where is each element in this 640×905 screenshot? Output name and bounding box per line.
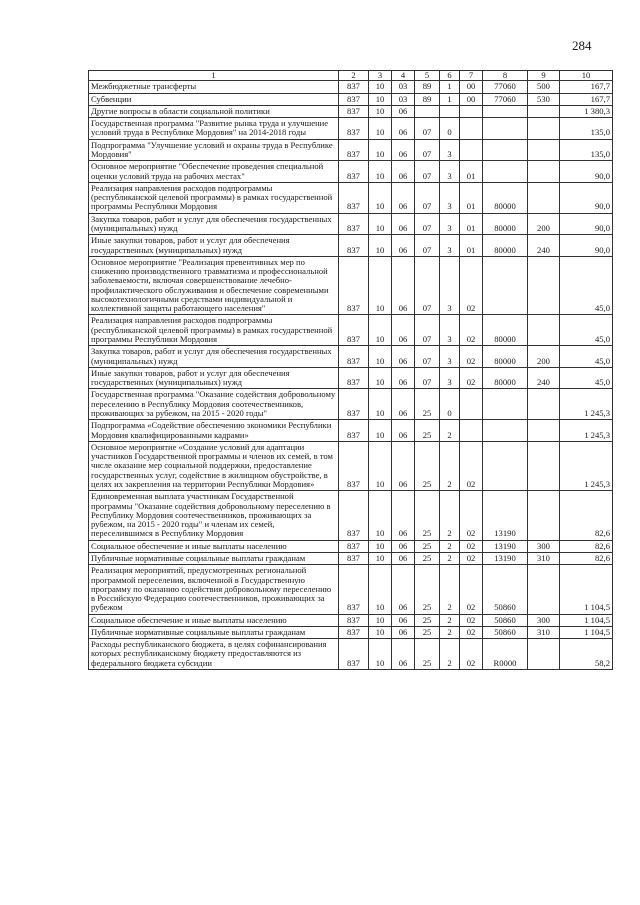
budget-table-body	[89, 81, 613, 670]
code-cell	[483, 389, 528, 420]
code-cell: 200	[528, 213, 560, 235]
code-cell: 89	[415, 81, 440, 93]
code-cell: 1	[440, 81, 460, 93]
code-cell: 1	[440, 93, 460, 105]
code-cell: 10	[369, 441, 392, 490]
table-row	[89, 491, 613, 540]
row-name-cell: Иные закупки товаров, работ и услуг для обеспечения государственных (муниципальных) нужд	[89, 235, 339, 257]
code-cell: 310	[528, 552, 560, 564]
code-cell: 50860	[483, 565, 528, 614]
code-cell: 837	[339, 639, 369, 670]
table-row	[89, 256, 613, 315]
code-cell: 06	[392, 235, 415, 257]
code-cell: 01	[460, 235, 483, 257]
code-cell: 06	[392, 105, 415, 117]
table-row	[89, 367, 613, 389]
row-name-cell: Закупка товаров, работ и услуг для обеспечения государственных (муниципальных) нужд	[89, 346, 339, 368]
code-cell: 06	[392, 367, 415, 389]
code-cell: 837	[339, 315, 369, 346]
code-cell: 77060	[483, 81, 528, 93]
row-name-cell: Основное мероприятие "Обеспечение проведения специальной оценки условий труда на рабочих местах"	[89, 161, 339, 183]
code-cell: 25	[415, 389, 440, 420]
code-cell: 25	[415, 420, 440, 442]
code-cell: 06	[392, 552, 415, 564]
table-row	[89, 161, 613, 183]
code-cell: 80000	[483, 346, 528, 368]
row-name-cell: Иные закупки товаров, работ и услуг для обеспечения государственных (муниципальных) нужд	[89, 367, 339, 389]
column-header: 2	[339, 71, 369, 81]
code-cell	[460, 389, 483, 420]
code-cell: 10	[369, 552, 392, 564]
row-name-cell: Социальное обеспечение и иные выплаты населению	[89, 540, 339, 552]
row-name-cell: Субвенции	[89, 93, 339, 105]
code-cell: 06	[392, 389, 415, 420]
table-row	[89, 614, 613, 626]
code-cell: 06	[392, 161, 415, 183]
row-name-cell: Публичные нормативные социальные выплаты гражданам	[89, 552, 339, 564]
code-cell	[528, 256, 560, 315]
row-name-cell: Государственная программа "Оказание содействия добровольному переселению в Республику Мордовия соотечественников, проживающих за рубежом, на 2015 - 2020 годы"	[89, 389, 339, 420]
table-header-row	[89, 71, 613, 81]
code-cell: 25	[415, 565, 440, 614]
code-cell: 2	[440, 441, 460, 490]
code-cell: 3	[440, 235, 460, 257]
code-cell	[528, 315, 560, 346]
code-cell: 02	[460, 639, 483, 670]
table-row	[89, 118, 613, 140]
code-cell: 01	[460, 213, 483, 235]
code-cell: 06	[392, 441, 415, 490]
table-row	[89, 389, 613, 420]
code-cell: 13190	[483, 540, 528, 552]
page-number: 284	[572, 38, 592, 53]
code-cell: 837	[339, 139, 369, 161]
code-cell: 837	[339, 161, 369, 183]
code-cell: 02	[460, 346, 483, 368]
amount-cell: 90,0	[560, 213, 613, 235]
code-cell	[483, 256, 528, 315]
code-cell: 80000	[483, 235, 528, 257]
code-cell: 240	[528, 235, 560, 257]
code-cell	[483, 139, 528, 161]
code-cell: 06	[392, 626, 415, 638]
amount-cell: 58,2	[560, 639, 613, 670]
code-cell: 13190	[483, 552, 528, 564]
code-cell: 02	[460, 441, 483, 490]
code-cell: 02	[460, 367, 483, 389]
code-cell: 10	[369, 491, 392, 540]
column-header: 1	[89, 71, 339, 81]
code-cell: 310	[528, 626, 560, 638]
code-cell: 10	[369, 139, 392, 161]
code-cell: 837	[339, 256, 369, 315]
code-cell: 10	[369, 93, 392, 105]
row-name-cell: Единовременная выплата участникам Государственной программы "Оказание содействия добровольному переселению в Республику Мордовия соотечественников, проживающих за рубежом, на 2015 - 2020 годы" и членам их семей, переселившимся в Республику Мордовия	[89, 491, 339, 540]
code-cell	[460, 139, 483, 161]
code-cell: 10	[369, 367, 392, 389]
code-cell: 10	[369, 213, 392, 235]
code-cell: 3	[440, 161, 460, 183]
amount-cell: 135,0	[560, 139, 613, 161]
amount-cell: 90,0	[560, 161, 613, 183]
code-cell: 3	[440, 213, 460, 235]
amount-cell: 1 245,3	[560, 441, 613, 490]
code-cell	[415, 105, 440, 117]
table-row	[89, 565, 613, 614]
table-row	[89, 81, 613, 93]
code-cell	[528, 389, 560, 420]
code-cell: 10	[369, 565, 392, 614]
code-cell: 2	[440, 552, 460, 564]
code-cell: 03	[392, 93, 415, 105]
code-cell: 07	[415, 182, 440, 213]
code-cell: 3	[440, 139, 460, 161]
code-cell: 10	[369, 81, 392, 93]
row-name-cell: Публичные нормативные социальные выплаты гражданам	[89, 626, 339, 638]
code-cell: 837	[339, 235, 369, 257]
table-row	[89, 420, 613, 442]
row-name-cell: Социальное обеспечение и иные выплаты населению	[89, 614, 339, 626]
row-name-cell: Другие вопросы в области социальной политики	[89, 105, 339, 117]
code-cell: 837	[339, 182, 369, 213]
code-cell: 06	[392, 256, 415, 315]
code-cell: 2	[440, 565, 460, 614]
code-cell	[460, 420, 483, 442]
amount-cell: 1 104,5	[560, 626, 613, 638]
code-cell: 06	[392, 540, 415, 552]
code-cell	[528, 639, 560, 670]
code-cell: 500	[528, 81, 560, 93]
row-name-cell: Реализация направления расходов подпрограммы (республиканской целевой программы) в рамках государственной программы Республики Мордовия	[89, 182, 339, 213]
code-cell	[528, 182, 560, 213]
code-cell: 25	[415, 491, 440, 540]
table-row	[89, 626, 613, 638]
code-cell: 300	[528, 540, 560, 552]
table-row	[89, 105, 613, 117]
column-header: 5	[415, 71, 440, 81]
row-name-cell: Реализация направления расходов подпрограммы (республиканской целевой программы) в рамках государственной программы Республики Мордовия	[89, 315, 339, 346]
code-cell: 10	[369, 161, 392, 183]
row-name-cell: Расходы республиканского бюджета, в целях софинансирования которых республиканскому бюджету предоставляются из федерального бюджета субсидии	[89, 639, 339, 670]
code-cell: 01	[460, 161, 483, 183]
amount-cell: 45,0	[560, 346, 613, 368]
code-cell	[483, 420, 528, 442]
amount-cell: 82,6	[560, 552, 613, 564]
code-cell: 0	[440, 118, 460, 140]
amount-cell: 167,7	[560, 93, 613, 105]
code-cell: 837	[339, 626, 369, 638]
amount-cell: 1 104,5	[560, 565, 613, 614]
code-cell	[528, 420, 560, 442]
code-cell: 837	[339, 389, 369, 420]
code-cell	[528, 565, 560, 614]
column-header: 10	[560, 71, 613, 81]
row-name-cell: Подпрограмма «Содействие обеспечению экономики Республики Мордовия квалифицированными кадрами»	[89, 420, 339, 442]
code-cell: 02	[460, 626, 483, 638]
code-cell: 3	[440, 367, 460, 389]
code-cell: 25	[415, 552, 440, 564]
code-cell: 10	[369, 540, 392, 552]
code-cell	[528, 105, 560, 117]
code-cell: 10	[369, 105, 392, 117]
column-header: 7	[460, 71, 483, 81]
code-cell: 06	[392, 118, 415, 140]
code-cell: 837	[339, 367, 369, 389]
code-cell: 10	[369, 389, 392, 420]
code-cell: 07	[415, 315, 440, 346]
code-cell: 03	[392, 81, 415, 93]
amount-cell: 167,7	[560, 81, 613, 93]
table-row	[89, 540, 613, 552]
code-cell: 3	[440, 315, 460, 346]
code-cell: 07	[415, 139, 440, 161]
code-cell: 02	[460, 614, 483, 626]
code-cell: 2	[440, 420, 460, 442]
row-name-cell: Межбюджетные трансферты	[89, 81, 339, 93]
code-cell: 25	[415, 639, 440, 670]
amount-cell: 90,0	[560, 182, 613, 213]
code-cell: 07	[415, 213, 440, 235]
code-cell: 837	[339, 346, 369, 368]
code-cell: 837	[339, 565, 369, 614]
table-row	[89, 552, 613, 564]
code-cell: 02	[460, 540, 483, 552]
code-cell: 00	[460, 81, 483, 93]
table-row	[89, 93, 613, 105]
code-cell	[483, 441, 528, 490]
amount-cell: 45,0	[560, 315, 613, 346]
amount-cell: 45,0	[560, 256, 613, 315]
code-cell: 07	[415, 346, 440, 368]
table-row	[89, 213, 613, 235]
amount-cell: 1 104,5	[560, 614, 613, 626]
code-cell: 837	[339, 105, 369, 117]
code-cell: 07	[415, 118, 440, 140]
code-cell: 50860	[483, 614, 528, 626]
code-cell: 2	[440, 626, 460, 638]
code-cell: 10	[369, 315, 392, 346]
code-cell	[483, 105, 528, 117]
code-cell: 10	[369, 626, 392, 638]
code-cell: 2	[440, 614, 460, 626]
code-cell: 10	[369, 420, 392, 442]
code-cell	[528, 161, 560, 183]
code-cell: 10	[369, 182, 392, 213]
code-cell: 10	[369, 235, 392, 257]
column-header: 6	[440, 71, 460, 81]
amount-cell: 82,6	[560, 540, 613, 552]
code-cell: 0	[440, 389, 460, 420]
table-row	[89, 441, 613, 490]
code-cell: 06	[392, 420, 415, 442]
code-cell: 837	[339, 540, 369, 552]
budget-table	[88, 70, 613, 670]
code-cell: 25	[415, 540, 440, 552]
row-name-cell: Основное мероприятие «Создание условий для адаптации участников Государственной программы и членов их семей, в том числе оказание мер социальной поддержки, предоставление государственных услуг, содействие в жилищном обустройстве, в целях их закрепления на территории Республики Мордовия»	[89, 441, 339, 490]
code-cell: 89	[415, 93, 440, 105]
code-cell: 10	[369, 614, 392, 626]
amount-cell: 90,0	[560, 235, 613, 257]
code-cell: 80000	[483, 182, 528, 213]
code-cell: 06	[392, 614, 415, 626]
code-cell: 80000	[483, 367, 528, 389]
table-row	[89, 639, 613, 670]
code-cell: 837	[339, 81, 369, 93]
code-cell: 300	[528, 614, 560, 626]
code-cell: 02	[460, 315, 483, 346]
code-cell	[483, 161, 528, 183]
code-cell: 2	[440, 639, 460, 670]
table-row	[89, 139, 613, 161]
code-cell: 06	[392, 213, 415, 235]
code-cell	[460, 105, 483, 117]
row-name-cell: Основное мероприятие "Реализация превентивных мер по снижению производственного травматизма и профессиональной заболеваемости, включая совершенствование лечебно-профилактического обслуживания и обеспечение современными высокотехнологичными средствами индивидуальной и коллективной защиты работающего населения"	[89, 256, 339, 315]
code-cell	[440, 105, 460, 117]
code-cell: R0000	[483, 639, 528, 670]
column-header: 9	[528, 71, 560, 81]
code-cell: 07	[415, 367, 440, 389]
code-cell: 77060	[483, 93, 528, 105]
code-cell: 530	[528, 93, 560, 105]
code-cell	[528, 139, 560, 161]
amount-cell: 135,0	[560, 118, 613, 140]
code-cell: 837	[339, 213, 369, 235]
code-cell: 02	[460, 491, 483, 540]
code-cell: 25	[415, 614, 440, 626]
code-cell: 10	[369, 639, 392, 670]
amount-cell: 1 380,3	[560, 105, 613, 117]
code-cell: 07	[415, 161, 440, 183]
code-cell: 02	[460, 552, 483, 564]
code-cell: 80000	[483, 315, 528, 346]
code-cell: 06	[392, 491, 415, 540]
code-cell: 06	[392, 565, 415, 614]
code-cell: 240	[528, 367, 560, 389]
code-cell: 837	[339, 420, 369, 442]
code-cell: 837	[339, 93, 369, 105]
amount-cell: 1 245,3	[560, 389, 613, 420]
code-cell	[460, 118, 483, 140]
column-header: 3	[369, 71, 392, 81]
code-cell	[528, 441, 560, 490]
code-cell: 10	[369, 346, 392, 368]
code-cell: 2	[440, 540, 460, 552]
row-name-cell: Реализация мероприятий, предусмотренных региональной программой переселения, включенной в Государственную программу по оказанию содействия добровольному переселению в Российскую Федерацию соотечественников, проживающих за рубежом	[89, 565, 339, 614]
amount-cell: 82,6	[560, 491, 613, 540]
row-name-cell: Закупка товаров, работ и услуг для обеспечения государственных (муниципальных) нужд	[89, 213, 339, 235]
code-cell: 3	[440, 346, 460, 368]
code-cell: 837	[339, 552, 369, 564]
code-cell: 3	[440, 182, 460, 213]
code-cell: 837	[339, 441, 369, 490]
code-cell: 06	[392, 346, 415, 368]
row-name-cell: Подпрограмма "Улучшение условий и охраны труда в Республике Мордовия"	[89, 139, 339, 161]
code-cell: 06	[392, 639, 415, 670]
code-cell: 10	[369, 256, 392, 315]
code-cell: 3	[440, 256, 460, 315]
code-cell: 07	[415, 256, 440, 315]
code-cell: 01	[460, 182, 483, 213]
column-header: 8	[483, 71, 528, 81]
code-cell: 200	[528, 346, 560, 368]
code-cell: 80000	[483, 213, 528, 235]
code-cell: 25	[415, 441, 440, 490]
code-cell: 837	[339, 491, 369, 540]
code-cell: 50860	[483, 626, 528, 638]
code-cell: 10	[369, 118, 392, 140]
code-cell: 06	[392, 139, 415, 161]
table-row	[89, 315, 613, 346]
code-cell: 837	[339, 614, 369, 626]
table-row	[89, 182, 613, 213]
code-cell: 06	[392, 182, 415, 213]
code-cell: 02	[460, 256, 483, 315]
code-cell: 07	[415, 235, 440, 257]
code-cell: 06	[392, 315, 415, 346]
code-cell	[528, 491, 560, 540]
code-cell: 00	[460, 93, 483, 105]
table-row	[89, 235, 613, 257]
code-cell: 25	[415, 626, 440, 638]
code-cell: 02	[460, 565, 483, 614]
amount-cell: 1 245,3	[560, 420, 613, 442]
table-row	[89, 346, 613, 368]
column-header: 4	[392, 71, 415, 81]
row-name-cell: Государственная программа "Развитие рынка труда и улучшение условий труда в Республике Мордовия" на 2014-2018 годы	[89, 118, 339, 140]
code-cell	[483, 118, 528, 140]
code-cell: 2	[440, 491, 460, 540]
code-cell: 837	[339, 118, 369, 140]
amount-cell: 45,0	[560, 367, 613, 389]
code-cell: 13190	[483, 491, 528, 540]
code-cell	[528, 118, 560, 140]
